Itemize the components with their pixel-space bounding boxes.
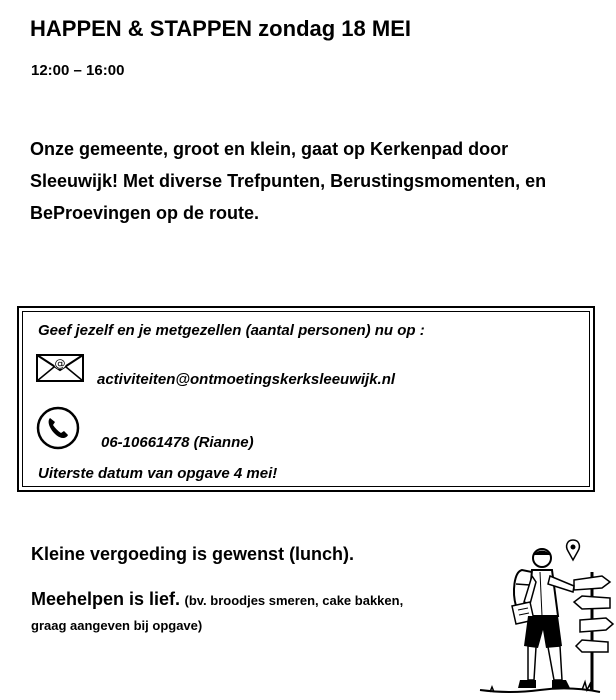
help-main-text: Meehelpen is lief. bbox=[31, 589, 181, 609]
signup-box bbox=[17, 306, 595, 492]
help-note-block bbox=[31, 588, 431, 638]
signup-box-inner-border bbox=[22, 311, 590, 487]
envelope-at-icon bbox=[36, 354, 84, 382]
signup-heading: Geef jezelf en je metgezellen (aantal personen) nu op : bbox=[38, 322, 425, 339]
phone-number[interactable]: 06-10661478 (Rianne) bbox=[101, 434, 254, 451]
fee-note: Kleine vergoeding is gewenst (lunch). bbox=[31, 544, 355, 564]
help-detail-text: (bv. broodjes smeren, cake bakken, graag aangeven bij opgave) bbox=[31, 593, 404, 633]
signup-deadline: Uiterste datum van opgave 4 mei! bbox=[38, 465, 278, 482]
intro-text: Onze gemeente, groot en klein, gaat op Kerkenpad door Sleeuwijk! Met diverse Trefpunten, Berustingsmomenten, en BeProevingen op de route. bbox=[30, 139, 547, 223]
page-title: HAPPEN & STAPPEN zondag 18 MEI bbox=[30, 16, 411, 41]
svg-text:@: @ bbox=[54, 357, 66, 370]
hiker-with-signpost-illustration bbox=[470, 522, 616, 698]
email-address[interactable]: activiteiten@ontmoetingskerksleeuwijk.nl bbox=[97, 371, 396, 388]
event-time: 12:00 – 16:00 bbox=[31, 62, 125, 79]
phone-circle-icon bbox=[36, 406, 80, 450]
